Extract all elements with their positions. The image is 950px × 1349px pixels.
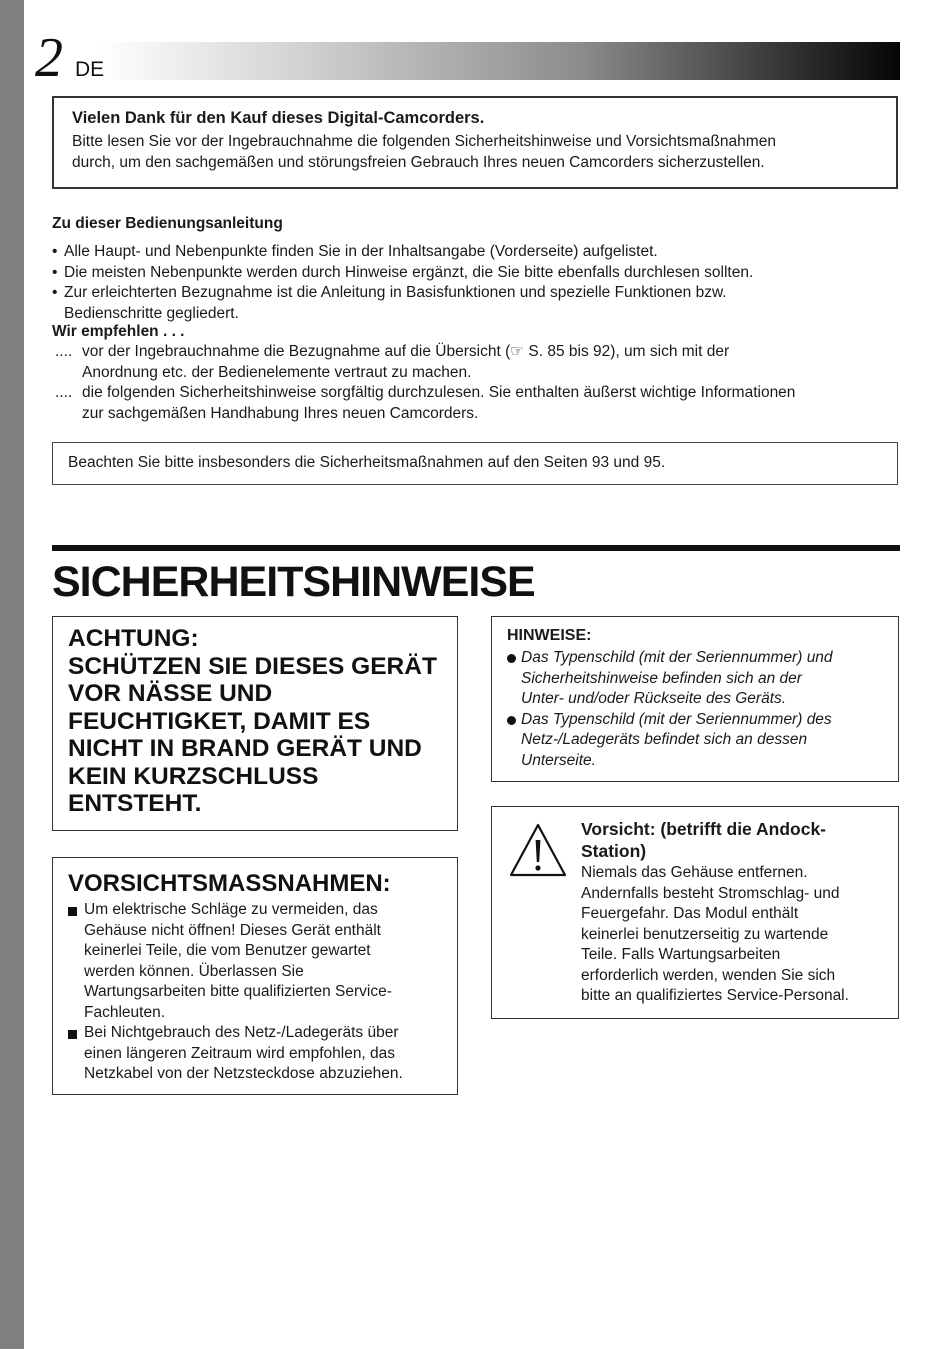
bullet-dot: • xyxy=(52,284,58,301)
warning-line: ACHTUNG: xyxy=(68,625,199,652)
list-item xyxy=(68,900,448,1023)
square-bullet-icon xyxy=(68,1030,77,1039)
intro-text xyxy=(72,132,882,173)
side-strip xyxy=(0,0,24,1349)
round-bullet-icon xyxy=(507,654,516,663)
andock-line: Feuergefahr. Das Modul enthält xyxy=(581,905,799,922)
note-box xyxy=(52,442,898,485)
list-item-text: Bei Nichtgebrauch des Netz-/Ladegeräts über xyxy=(84,1024,399,1041)
list-item-text: Netz-/Ladegeräts befindet sich an dessen xyxy=(521,731,808,748)
list-item-text: Fachleuten. xyxy=(84,1003,165,1021)
section-rule xyxy=(52,545,900,551)
list-item-text: Unter- und/oder Rückseite des Geräts. xyxy=(521,690,787,707)
list-item xyxy=(52,263,898,284)
andock-title-line: Station) xyxy=(581,841,647,861)
precautions-box xyxy=(52,857,458,1095)
bullet-dot: • xyxy=(52,243,58,260)
list-item-text: einen längeren Zeitraum wird empfohlen, das xyxy=(84,1044,396,1062)
list-item-text: Netzkabel von der Netzsteckdose abzuziehen. xyxy=(84,1065,403,1082)
precautions-list xyxy=(68,900,448,1085)
andock-title xyxy=(581,818,891,862)
intro-title: Vielen Dank für den Kauf dieses Digital-Camcorders. xyxy=(72,109,485,127)
list-item-text: Alle Haupt- und Nebenpunkte finden Sie in der Inhaltsangabe (Vorderseite) aufgelistet. xyxy=(64,243,658,260)
square-bullet-icon xyxy=(68,907,77,916)
andock-line: Teile. Falls Wartungsarbeiten xyxy=(581,946,781,963)
andock-line: Andernfalls besteht Stromschlag- und xyxy=(581,884,840,902)
list-item-text: Um elektrische Schläge zu vermeiden, das xyxy=(84,901,378,918)
list-item xyxy=(68,1023,448,1085)
bullet-dot: • xyxy=(52,263,58,281)
warning-triangle-icon xyxy=(508,822,568,878)
list-item-text: Die meisten Nebenpunkte werden durch Hinweise ergänzt, die Sie bitte ebenfalls durchlesen sollten. xyxy=(64,263,754,281)
list-item xyxy=(52,242,898,263)
list-item-text: keinerlei Teile, die vom Benutzer gewartet xyxy=(84,942,371,959)
page-number: 2 xyxy=(35,27,63,89)
list-item xyxy=(52,383,898,424)
hinweise-box xyxy=(491,616,899,782)
precautions-title: VORSICHTSMASSNAHMEN: xyxy=(68,870,391,897)
hinweise-list xyxy=(507,648,892,771)
list-item-text: Gehäuse nicht öffnen! Dieses Gerät enthält xyxy=(84,921,381,939)
andock-text xyxy=(581,863,891,1007)
list-item-text: die folgenden Sicherheitshinweise sorgfältig durchzulesen. Sie enthalten äußerst wichtige Informationen xyxy=(82,384,796,401)
andock-line: Niemals das Gehäuse entfernen. xyxy=(581,864,808,881)
leader-dots: .... xyxy=(55,384,73,401)
warning-line: ENTSTEHT. xyxy=(68,790,202,817)
leader-dots: .... xyxy=(55,343,73,360)
list-item-text: Sicherheitshinweise befinden sich an der xyxy=(521,669,802,687)
list-item xyxy=(507,710,892,772)
list-item-text: Das Typenschild (mit der Seriennummer) des xyxy=(521,710,832,728)
round-bullet-icon xyxy=(507,716,516,725)
hinweise-title: HINWEISE: xyxy=(507,627,592,644)
list-item-text: werden können. Überlassen Sie xyxy=(84,962,304,980)
section-title: SICHERHEITSHINWEISE xyxy=(52,558,535,606)
language-code: DE xyxy=(75,58,105,81)
list-item xyxy=(507,648,892,710)
warning-line: SCHÜTZEN SIE DIESES GERÄT xyxy=(68,652,437,680)
list-item xyxy=(52,283,898,324)
warning-line: VOR NÄSSE UND xyxy=(68,680,273,707)
list-item xyxy=(52,342,898,383)
recommend-heading: Wir empfehlen . . . xyxy=(52,323,185,340)
intro-line: durch, um den sachgemäßen und störungsfreien Gebrauch Ihres neuen Camcorders sicherzustellen. xyxy=(72,153,765,171)
list-item-text: Das Typenschild (mit der Seriennummer) und xyxy=(521,649,833,666)
list-item-text: vor der Ingebrauchnahme die Bezugnahme auf die Übersicht (☞ S. 85 bis 92), um sich mit der xyxy=(82,343,730,360)
andock-line: bitte an qualifiziertes Service-Personal. xyxy=(581,987,849,1004)
list-item-text: zur sachgemäßen Handhabung Ihres neuen Camcorders. xyxy=(82,404,479,422)
note-text: Beachten Sie bitte insbesonders die Sicherheitsmaßnahmen auf den Seiten 93 und 95. xyxy=(68,454,666,471)
about-bullet-list xyxy=(52,242,898,324)
warning-box xyxy=(52,616,458,831)
andock-line: erforderlich werden, wenden Sie sich xyxy=(581,966,836,984)
intro-box xyxy=(52,96,898,189)
warning-line: FEUCHTIGKET, DAMIT ES xyxy=(68,707,371,735)
warning-text xyxy=(68,625,448,818)
header-gradient-bar xyxy=(100,42,900,80)
andock-title-line: Vorsicht: (betrifft die Andock- xyxy=(581,819,826,839)
recommend-list xyxy=(52,342,898,424)
andock-caution-box xyxy=(491,806,899,1019)
list-item-text: Anordnung etc. der Bedienelemente vertraut zu machen. xyxy=(82,363,472,381)
list-item-text: Unterseite. xyxy=(521,751,596,769)
intro-line: Bitte lesen Sie vor der Ingebrauchnahme die folgenden Sicherheitshinweise und Vorsichtsmaßnahmen xyxy=(72,133,776,150)
about-heading: Zu dieser Bedienungsanleitung xyxy=(52,215,283,232)
warning-line: KEIN KURZSCHLUSS xyxy=(68,762,319,790)
warning-line: NICHT IN BRAND GERÄT UND xyxy=(68,735,422,762)
list-item-text: Zur erleichterten Bezugnahme ist die Anleitung in Basisfunktionen und spezielle Funktionen bzw. xyxy=(64,284,727,301)
andock-line: keinerlei benutzerseitig zu wartende xyxy=(581,925,829,943)
list-item-text: Bedienschritte gegliedert. xyxy=(64,304,239,322)
list-item-text: Wartungsarbeiten bitte qualifizierten Service- xyxy=(84,983,392,1000)
